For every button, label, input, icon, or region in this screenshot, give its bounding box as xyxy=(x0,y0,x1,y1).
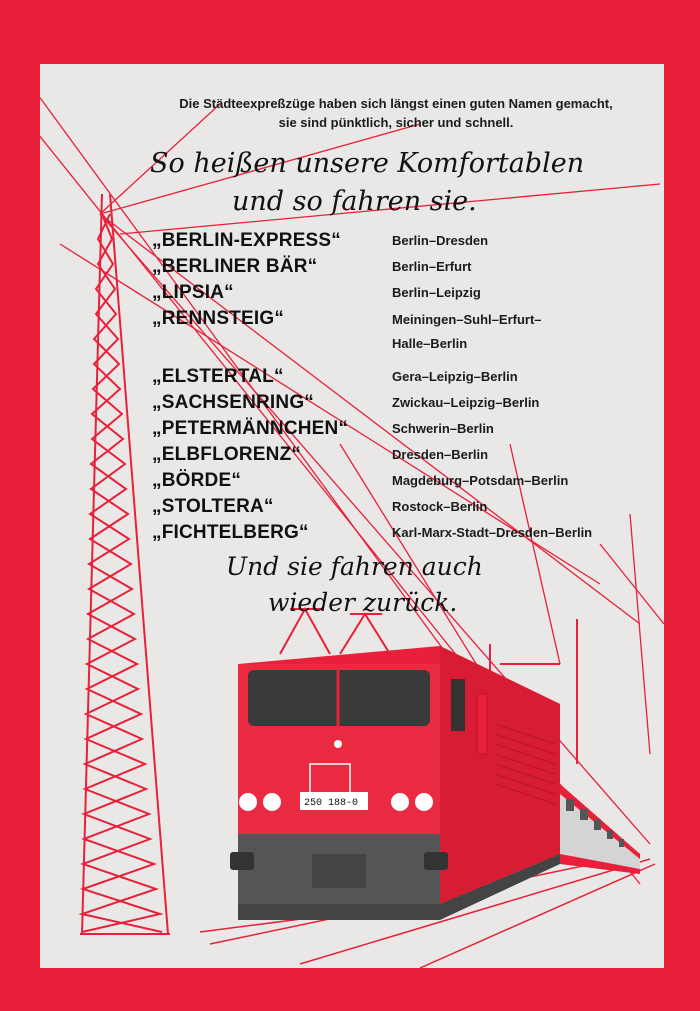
train-route-line: Meiningen–Suhl–Erfurt– xyxy=(392,312,542,327)
train-list xyxy=(152,228,662,546)
train-name: „RENNSTEIG“ xyxy=(152,308,285,329)
list-item xyxy=(152,442,662,468)
intro-line: Die Städteexpreßzüge haben sich längst einen guten Namen gemacht, xyxy=(179,96,613,111)
train-name: „PETERMÄNNCHEN“ xyxy=(152,418,349,439)
advertisement-sheet xyxy=(40,64,664,968)
intro-line: sie sind pünktlich, sicher und schnell. xyxy=(278,115,514,130)
list-item xyxy=(152,494,662,520)
train-route: Karl-Marx-Stadt–Dresden–Berlin xyxy=(392,525,593,540)
train-route xyxy=(392,306,542,356)
list-item xyxy=(152,228,662,254)
train-route: Gera–Leipzig–Berlin xyxy=(392,369,518,384)
train-route: Magdeburg–Potsdam–Berlin xyxy=(392,473,569,488)
list-item xyxy=(152,306,662,356)
handwritten-headline-line: So heißen unsere Komfortablen xyxy=(150,148,585,179)
train-name: „SACHSENRING“ xyxy=(152,392,315,413)
train-route: Zwickau–Leipzig–Berlin xyxy=(392,395,540,410)
train-name: „ELBFLORENZ“ xyxy=(152,444,302,465)
handwritten-closing-line: wieder zurück. xyxy=(268,588,458,617)
list-item xyxy=(152,416,662,442)
train-route: Schwerin–Berlin xyxy=(392,421,494,436)
train-name: „BERLIN-EXPRESS“ xyxy=(152,230,342,251)
list-item xyxy=(152,468,662,494)
handwritten-closing-line: Und sie fahren auch xyxy=(226,552,483,581)
locomotive xyxy=(230,646,560,920)
train-name: „ELSTERTAL“ xyxy=(152,366,284,387)
intro-text xyxy=(136,94,656,132)
list-item xyxy=(152,280,662,306)
train-route: Berlin–Erfurt xyxy=(392,259,472,274)
list-item xyxy=(152,254,662,280)
train-route: Rostock–Berlin xyxy=(392,499,488,514)
train-name: „BERLINER BÄR“ xyxy=(152,256,318,277)
train-name: „STOLTERA“ xyxy=(152,496,274,517)
train-route: Berlin–Dresden xyxy=(392,233,489,248)
list-item xyxy=(152,364,662,390)
train-name: „LIPSIA“ xyxy=(152,282,234,303)
train-route-line: Halle–Berlin xyxy=(392,336,468,351)
locomotive-number-plate: 250 188-0 xyxy=(304,798,359,809)
train-route: Dresden–Berlin xyxy=(392,447,489,462)
train-name: „BÖRDE“ xyxy=(152,470,242,491)
passenger-coaches xyxy=(560,784,640,874)
train-name: „FICHTELBERG“ xyxy=(152,522,309,543)
train-route: Berlin–Leipzig xyxy=(392,285,481,300)
list-item xyxy=(152,520,662,546)
list-item xyxy=(152,390,662,416)
handwritten-headline-line: und so fahren sie. xyxy=(232,186,477,217)
